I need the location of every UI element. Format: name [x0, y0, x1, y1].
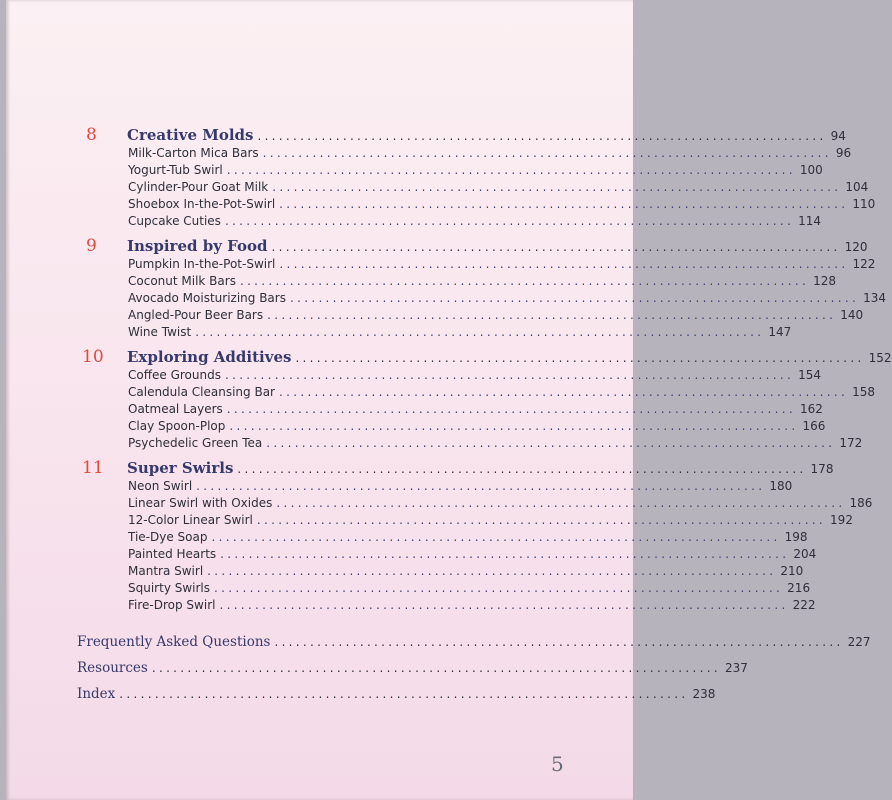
back-matter-title: Resources: [77, 660, 148, 676]
back-matter-title: Frequently Asked Questions: [77, 634, 271, 650]
toc-entry[interactable]: [128, 145, 852, 162]
back-matter-index[interactable]: [77, 684, 716, 704]
chapter-number: 9: [86, 236, 97, 256]
chapter-title-row[interactable]: [127, 236, 868, 256]
entry-page: 222: [792, 598, 816, 612]
entry-page: 204: [793, 547, 817, 561]
entry-page: 122: [852, 257, 876, 271]
entry-page: 100: [799, 163, 823, 177]
dot-leader: ................................................................................: [274, 635, 844, 649]
dot-leader: ................................................................................: [119, 687, 689, 701]
entry-title: Fire-Drop Swirl: [128, 598, 216, 612]
entry-page: 104: [845, 180, 869, 194]
entry-title: Painted Hearts: [128, 547, 217, 561]
dot-leader: ................................................................................: [207, 564, 777, 578]
entry-page: 180: [769, 479, 793, 493]
chapter-number: 10: [82, 347, 104, 367]
entry-title: Wine Twist: [128, 325, 192, 339]
back-matter-page: 227: [847, 635, 871, 649]
entry-title: Avocado Moisturizing Bars: [128, 291, 286, 305]
dot-leader: ................................................................................: [229, 419, 799, 433]
dot-leader: ................................................................................: [224, 214, 795, 228]
entry-title: 12-Color Linear Swirl: [128, 513, 253, 527]
chapter-page: 120: [844, 240, 868, 254]
toc-entry[interactable]: [128, 580, 811, 597]
toc-entry[interactable]: [128, 563, 804, 580]
page-number: 5: [551, 752, 564, 776]
entry-page: 147: [768, 325, 792, 339]
toc-entry[interactable]: [128, 401, 823, 418]
dot-leader: ................................................................................: [219, 598, 789, 612]
toc-page: [6, 0, 892, 800]
entry-page: 198: [784, 530, 808, 544]
entry-title: Clay Spoon-Plop: [128, 419, 226, 433]
chapter-title-row[interactable]: [127, 347, 892, 367]
entry-page: 134: [863, 291, 887, 305]
dot-leader: ................................................................................: [220, 547, 790, 561]
toc-entry[interactable]: [128, 307, 864, 324]
toc-entry[interactable]: [128, 179, 869, 196]
entry-title: Squirty Swirls: [128, 581, 211, 595]
dot-leader: ................................................................................: [262, 146, 832, 160]
chapter-number: 11: [82, 458, 104, 478]
back-matter-page: 238: [692, 687, 716, 701]
dot-leader: ................................................................................: [195, 325, 765, 339]
dot-leader: ................................................................................: [271, 240, 841, 254]
entry-page: 128: [813, 274, 837, 288]
entry-page: 114: [798, 214, 821, 228]
entry-title: Psychedelic Green Tea: [128, 436, 263, 450]
toc-entry[interactable]: [128, 384, 876, 401]
entry-page: 154: [798, 368, 822, 382]
back-matter-faq[interactable]: [77, 632, 871, 652]
entry-title: Pumpkin In-the-Pot-Swirl: [128, 257, 276, 271]
entry-title: Oatmeal Layers: [128, 402, 223, 416]
entry-title: Shoebox In-the-Pot-Swirl: [128, 197, 276, 211]
chapter-title: Exploring Additives: [127, 348, 292, 366]
entry-title: Linear Swirl with Oxides: [128, 496, 273, 510]
toc-entry[interactable]: [128, 196, 876, 213]
entry-title: Milk-Carton Mica Bars: [128, 146, 259, 160]
dot-leader: ................................................................................: [289, 291, 860, 305]
chapter-title: Inspired by Food: [127, 237, 268, 255]
dot-leader: ................................................................................: [266, 436, 836, 450]
toc-entry[interactable]: [128, 478, 793, 495]
dot-leader: ................................................................................: [279, 257, 849, 271]
dot-leader: ................................................................................: [211, 530, 781, 544]
dot-leader: ................................................................................: [272, 180, 842, 194]
toc-entry[interactable]: [128, 162, 823, 179]
entry-title: Mantra Swirl: [128, 564, 204, 578]
entry-page: 166: [802, 419, 826, 433]
entry-page: 210: [780, 564, 804, 578]
toc-entry[interactable]: [128, 324, 792, 341]
chapter-title: Creative Molds: [127, 126, 254, 144]
entry-title: Calendula Cleansing Bar: [128, 385, 275, 399]
dot-leader: ................................................................................: [226, 402, 796, 416]
toc-entry[interactable]: [128, 597, 816, 614]
dot-leader: ................................................................................: [226, 163, 796, 177]
toc-entry[interactable]: [128, 290, 887, 307]
entry-page: 96: [835, 146, 852, 160]
entry-page: 162: [799, 402, 823, 416]
toc-entry[interactable]: [128, 256, 876, 273]
dot-leader: ................................................................................: [267, 308, 837, 322]
entry-title: Yogurt-Tub Swirl: [128, 163, 223, 177]
toc-entry[interactable]: [128, 512, 853, 529]
toc-entry[interactable]: [128, 529, 808, 546]
toc-entry[interactable]: [128, 418, 826, 435]
entry-title: Tie-Dye Soap: [128, 530, 208, 544]
dot-leader: ................................................................................: [196, 479, 766, 493]
dot-leader: ................................................................................: [224, 368, 795, 382]
dot-leader: ................................................................................: [278, 385, 849, 399]
dot-leader: ................................................................................: [276, 496, 846, 510]
dot-leader: ................................................................................: [279, 197, 849, 211]
dot-leader: ................................................................................: [214, 581, 784, 595]
chapter-title-row[interactable]: [127, 458, 834, 478]
entry-title: Cylinder-Pour Goat Milk: [128, 180, 269, 194]
chapter-page: 178: [810, 462, 834, 476]
entry-page: 192: [830, 513, 853, 527]
entry-title: Cupcake Cuties: [128, 214, 221, 228]
entry-page: 172: [839, 436, 863, 450]
dot-leader: ................................................................................: [295, 351, 865, 365]
dot-leader: ................................................................................: [256, 513, 827, 527]
chapter-number: 8: [86, 125, 97, 145]
toc-entry[interactable]: [128, 546, 817, 563]
chapter-title: Super Swirls: [127, 459, 234, 477]
entry-title: Angled-Pour Beer Bars: [128, 308, 264, 322]
entry-page: 186: [849, 496, 873, 510]
entry-title: Coffee Grounds: [128, 368, 221, 382]
chapter-page: 152: [868, 351, 892, 365]
toc-entry[interactable]: [128, 495, 873, 512]
toc-entry[interactable]: [128, 435, 863, 452]
chapter-title-row[interactable]: [127, 125, 846, 145]
toc-entry[interactable]: [128, 213, 821, 230]
entry-title: Coconut Milk Bars: [128, 274, 236, 288]
dot-leader: ................................................................................: [151, 661, 721, 675]
entry-page: 110: [852, 197, 876, 211]
back-matter-page: 237: [725, 661, 748, 675]
back-matter-resources[interactable]: [77, 658, 748, 678]
entry-page: 140: [840, 308, 864, 322]
toc-entry[interactable]: [128, 367, 822, 384]
dot-leader: ................................................................................: [257, 129, 827, 143]
entry-title: Neon Swirl: [128, 479, 193, 493]
entry-page: 216: [787, 581, 811, 595]
dot-leader: ................................................................................: [237, 462, 807, 476]
back-matter-title: Index: [77, 686, 116, 702]
dot-leader: ................................................................................: [239, 274, 810, 288]
toc-entry[interactable]: [128, 273, 837, 290]
chapter-page: 94: [830, 129, 846, 143]
entry-page: 158: [852, 385, 876, 399]
